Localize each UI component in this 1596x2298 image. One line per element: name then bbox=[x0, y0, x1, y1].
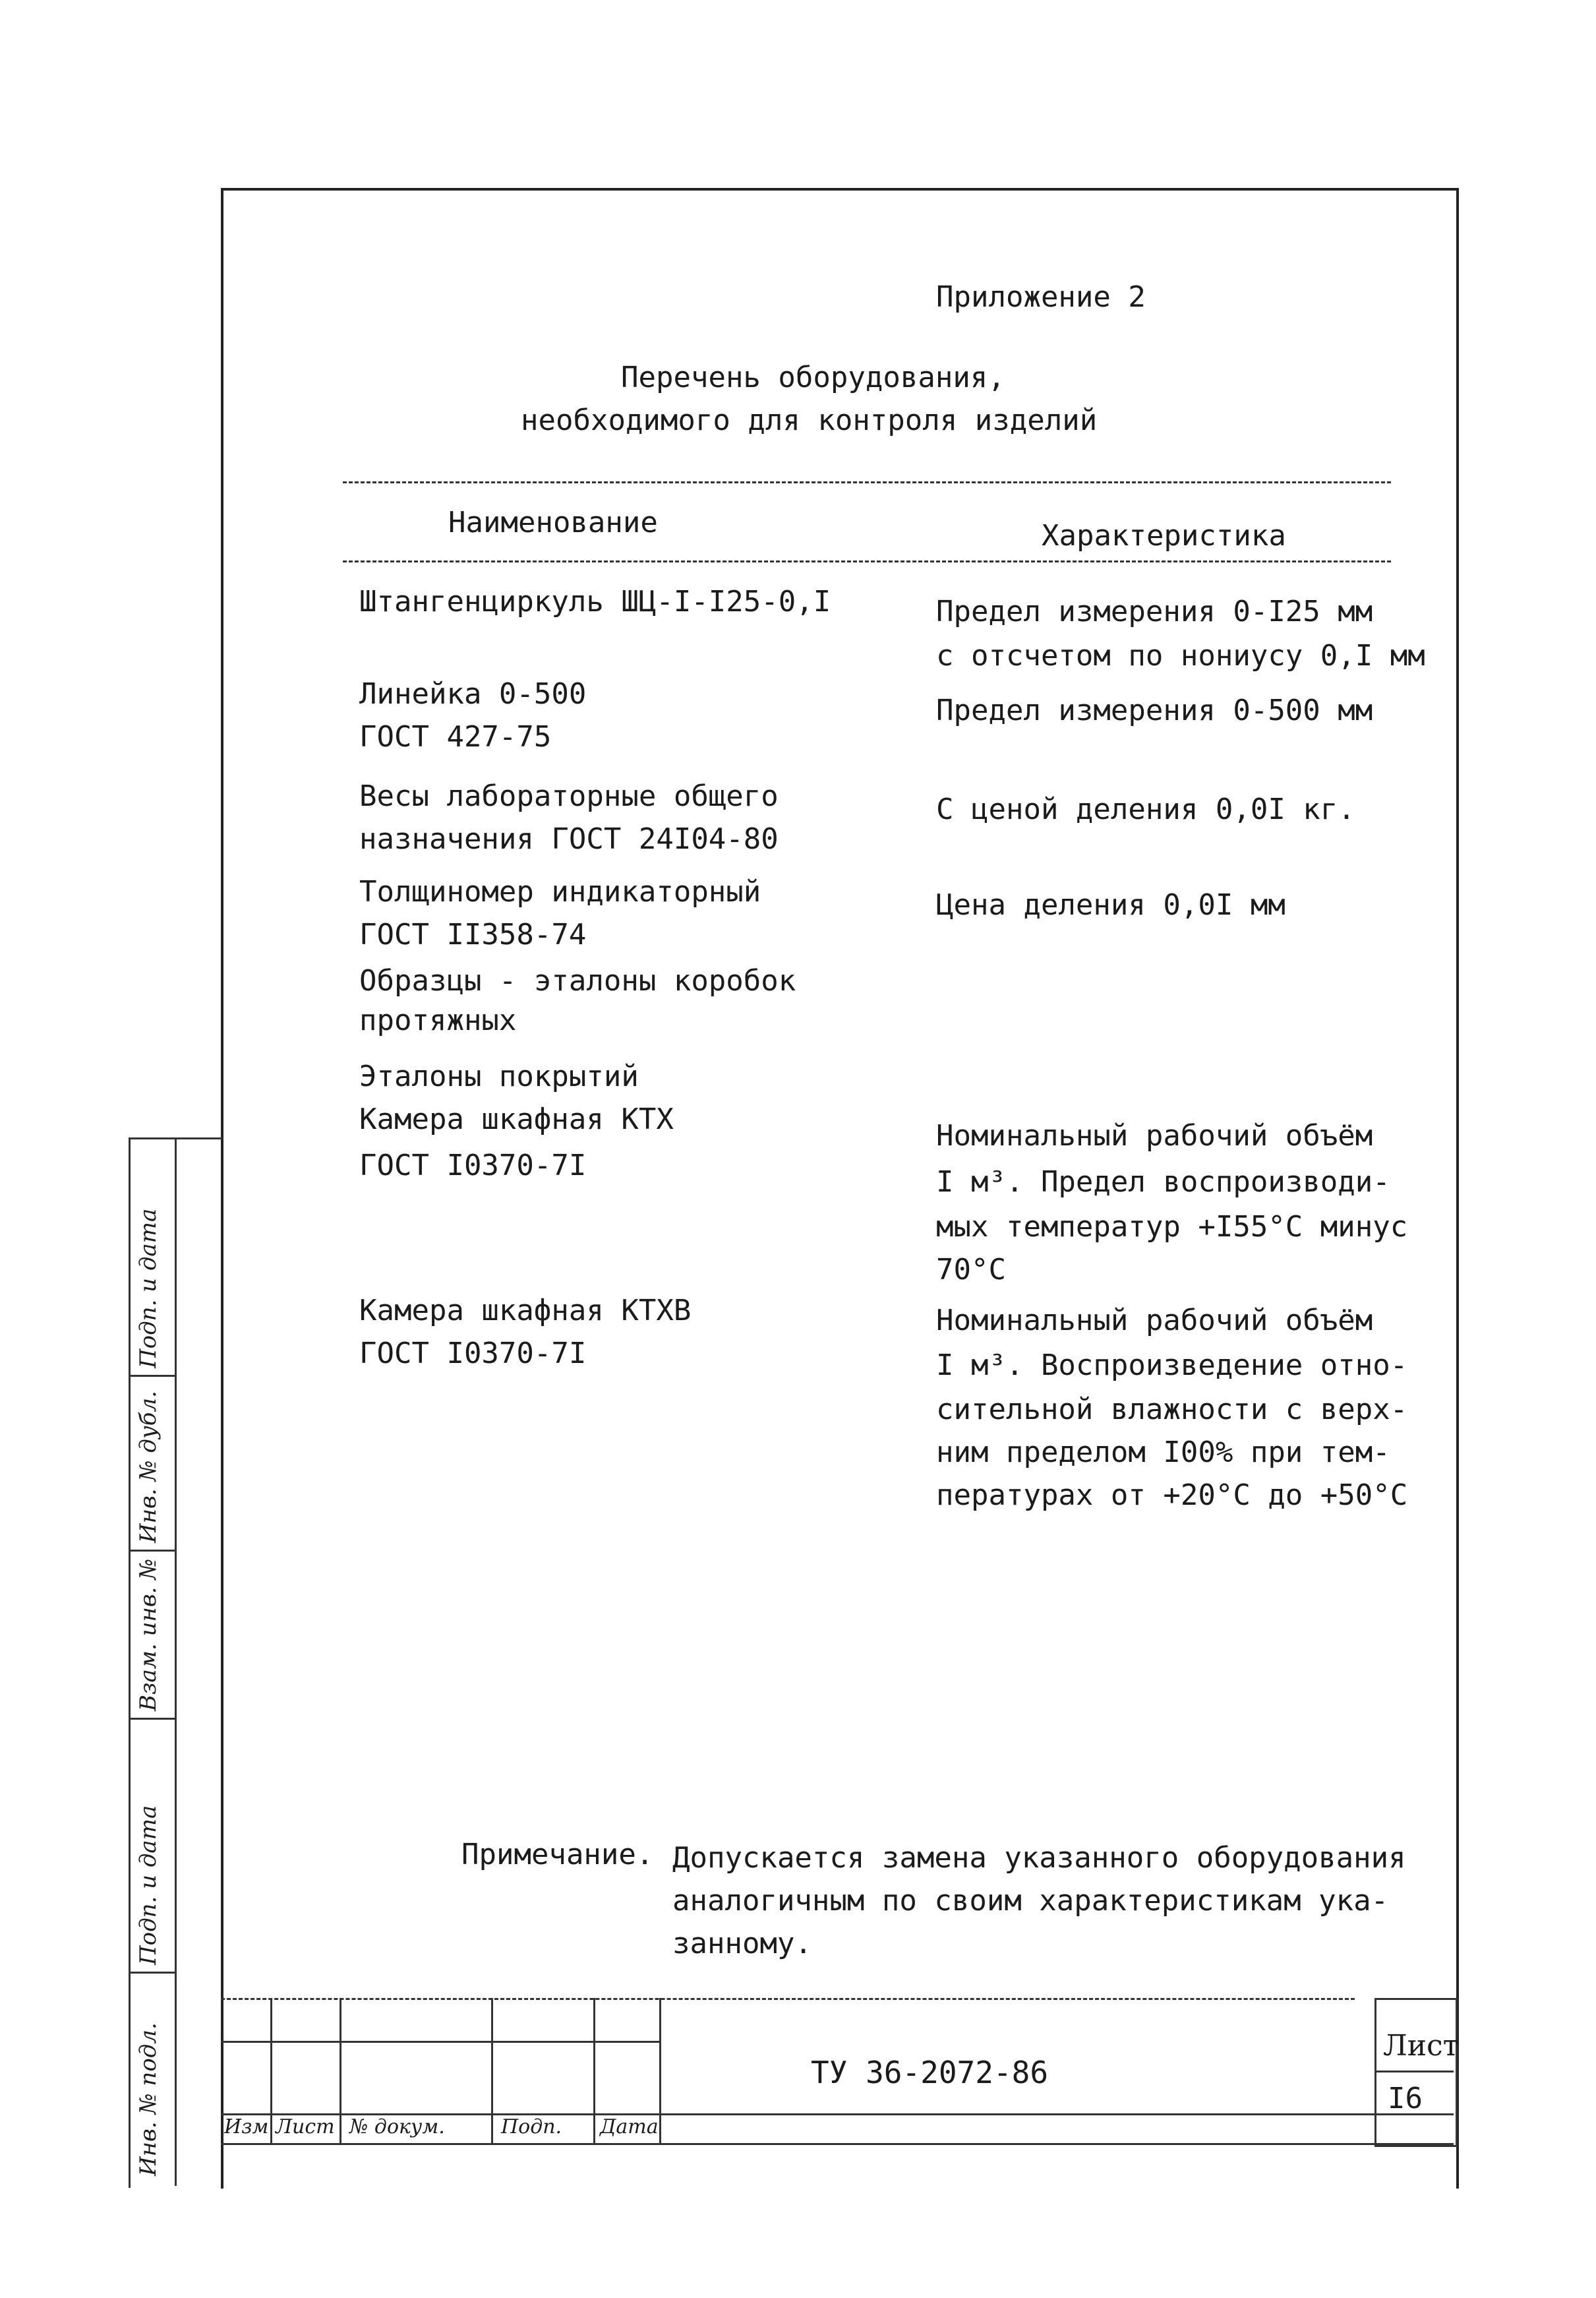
side-label-sign-date-top: Подп. и дата bbox=[135, 1208, 162, 1368]
stamp-col-sep bbox=[659, 1998, 661, 2143]
stamp-label-doc-no: № докум. bbox=[349, 2115, 445, 2138]
side-strip-separator bbox=[129, 1375, 175, 1377]
row5-char-line2: I м³. Предел воспроизводи- bbox=[936, 1165, 1390, 1199]
side-label-sign-date: Подп. и дата bbox=[135, 1805, 162, 1965]
row4-name-line2: ГОСТ II358-74 bbox=[359, 918, 587, 952]
row4-char-line1: Цена деления 0,0I мм bbox=[936, 888, 1286, 922]
stamp-label-date: Дата bbox=[600, 2115, 659, 2138]
col-header-characteristics: Характеристика bbox=[1042, 519, 1286, 553]
title-line-2: необходимого для контроля изделий bbox=[521, 404, 1098, 437]
side-strip-separator bbox=[129, 1718, 175, 1720]
sheet-box bbox=[1374, 1998, 1458, 2147]
row6-char-line5: пературах от +20°С до +50°С bbox=[936, 1478, 1408, 1512]
row5-char-line1: Номинальный рабочий объём bbox=[936, 1119, 1373, 1153]
col-header-name: Наименование bbox=[448, 506, 658, 539]
row5-char-line3: мых температур +I55°С минус bbox=[936, 1210, 1408, 1244]
sheet-box-divider bbox=[1374, 2071, 1454, 2072]
stamp-label-sheet: Лист bbox=[276, 2115, 335, 2138]
row1-name-line1: Штангенциркуль ШЦ-I-I25-0,I bbox=[359, 585, 831, 619]
row3-name-line1: Весы лабораторные общего bbox=[359, 779, 779, 813]
row6-char-line1: Номинальный рабочий объём bbox=[936, 1304, 1373, 1337]
stamp-base-rule bbox=[221, 2143, 1454, 2145]
row1-char-line2: с отсчетом по нониусу 0,I мм bbox=[936, 639, 1425, 673]
stamp-label-signature: Подп. bbox=[501, 2115, 562, 2138]
side-label-inv-original: Инв. № подл. bbox=[135, 2022, 162, 2176]
row3-char-line1: С ценой деления 0,0I кг. bbox=[936, 793, 1355, 826]
sheet-number: I6 bbox=[1388, 2082, 1423, 2115]
row1-char-line1: Предел измерения 0-I25 мм bbox=[936, 595, 1373, 628]
row5-char-line4: 70°С bbox=[936, 1253, 1006, 1286]
row6-name-line2: ГОСТ I0370-7I bbox=[359, 1337, 587, 1370]
side-label-dup-inv: Инв. № дубл. bbox=[135, 1391, 162, 1543]
row6-char-line4: ним пределом I00% при тем- bbox=[936, 1436, 1390, 1469]
row4-name-line3: Образцы - эталоны коробок bbox=[359, 964, 796, 998]
row2-name-line2: ГОСТ 427-75 bbox=[359, 720, 552, 754]
stamp-top-rule bbox=[221, 1998, 1355, 2000]
row5-name-line2: Камера шкафная КТХ bbox=[359, 1103, 674, 1136]
row6-char-line3: сительной влажности с верх- bbox=[936, 1393, 1408, 1426]
title-line-1: Перечень оборудования, bbox=[621, 361, 1005, 394]
stamp-col-sep bbox=[593, 1998, 595, 2143]
note-line-2: аналогичным по своим характеристикам ука- bbox=[672, 1884, 1389, 1918]
note-label: Примечание. bbox=[461, 1838, 654, 1871]
side-strip-separator bbox=[129, 1972, 175, 1974]
side-strip-divider bbox=[175, 1137, 177, 2186]
note-line-3: занному. bbox=[672, 1927, 812, 1960]
appendix-label: Приложение 2 bbox=[936, 280, 1146, 314]
stamp-col-sep bbox=[340, 1998, 341, 2143]
side-strip-separator bbox=[129, 1550, 175, 1552]
row3-name-line2: назначения ГОСТ 24I04-80 bbox=[359, 822, 779, 856]
row2-char-line1: Предел измерения 0-500 мм bbox=[936, 694, 1373, 727]
side-label-replace-inv: Взам. инв. № bbox=[135, 1558, 162, 1711]
note-line-1: Допускается замена указанного оборудования bbox=[672, 1841, 1406, 1875]
stamp-col-sep bbox=[491, 1998, 493, 2143]
document-code: ТУ 36-2072-86 bbox=[811, 2055, 1049, 2090]
stamp-label-change: Изм bbox=[224, 2115, 269, 2138]
row4-name-line4: протяжных bbox=[359, 1004, 517, 1037]
table-header-rule bbox=[343, 560, 1391, 562]
table-top-rule bbox=[343, 481, 1391, 483]
row5-name-line1: Эталоны покрытий bbox=[359, 1060, 639, 1093]
stamp-col-sep bbox=[270, 1998, 272, 2143]
sheet-label: Лист bbox=[1383, 2029, 1460, 2063]
row4-name-line1: Толщиномер индикаторный bbox=[359, 875, 761, 909]
row2-name-line1: Линейка 0-500 bbox=[359, 677, 587, 711]
row6-char-line2: I м³. Воспроизведение отно- bbox=[936, 1348, 1408, 1382]
row5-name-line3: ГОСТ I0370-7I bbox=[359, 1149, 587, 1182]
row6-name-line1: Камера шкафная КТХВ bbox=[359, 1294, 692, 1327]
